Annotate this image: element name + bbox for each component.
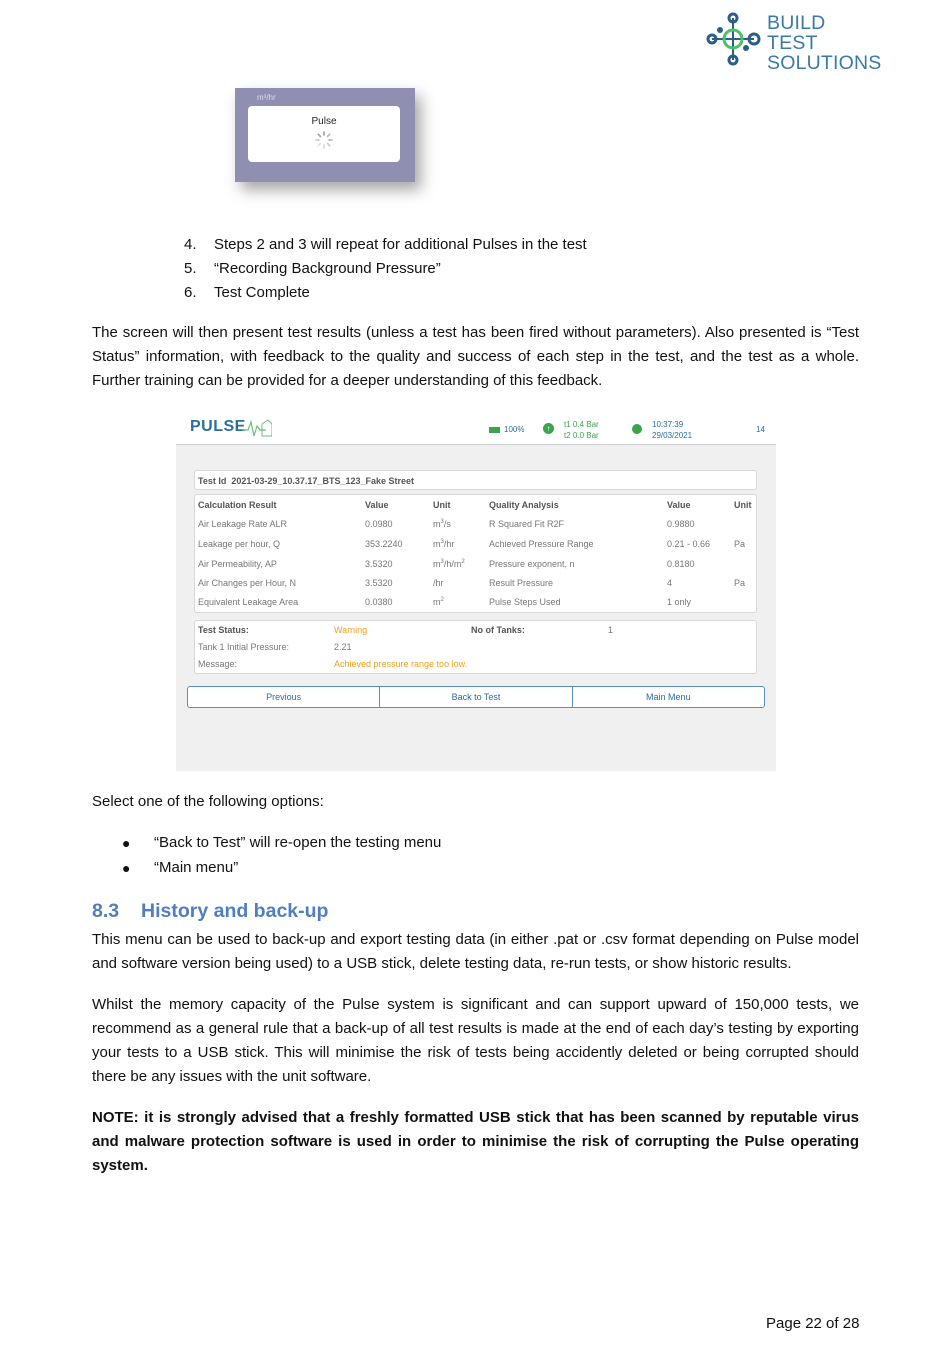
test-status-panel: [194, 620, 757, 674]
calc-value: 353.2240: [365, 539, 403, 549]
logo-line-test: TEST: [767, 32, 818, 54]
calc-name: Air Changes per Hour, N: [198, 578, 297, 588]
pulse-popup-screenshot: [235, 88, 415, 182]
main-menu-button[interactable]: Main Menu: [646, 692, 691, 702]
clock-icon: [632, 424, 642, 434]
qa-unit: Pa: [734, 539, 746, 549]
options-list: [122, 833, 441, 883]
app-header: [176, 411, 776, 445]
col-header-value: Value: [365, 500, 389, 510]
qa-value: 0.9880: [667, 519, 695, 529]
battery-icon: [489, 427, 500, 433]
pressure-value: 2.21: [334, 642, 352, 652]
calc-value: 3.5320: [365, 559, 393, 569]
back-to-test-button[interactable]: Back to Test: [380, 687, 572, 707]
message-label: Message:: [198, 659, 238, 669]
popup-dialog: [248, 106, 400, 162]
navigation-button-group: [187, 686, 765, 708]
qa-value: 4: [667, 578, 673, 588]
message-value: Achieved pressure range too low.: [334, 659, 468, 669]
history-paragraph: This menu can be used to back-up and export testing data (in either .pat or .csv format depending on Pulse model and software version being used) to a USB stick, delete testing data, re-run tests, or show historic results.: [92, 931, 859, 972]
qa-value: 0.8180: [667, 559, 695, 569]
popup-unit: m³/hr: [257, 93, 276, 102]
datetime: [652, 419, 692, 441]
list-number: 6.: [184, 284, 197, 301]
section-number: 8.3: [92, 900, 120, 922]
bullet-icon: ●: [122, 835, 131, 851]
list-item: [122, 858, 441, 883]
list-item: [184, 260, 587, 284]
company-logo: [704, 10, 884, 74]
calc-name: Equivalent Leakage Area: [198, 597, 299, 607]
results-paragraph: The screen will then present test results (unless a test has been fired without parameters). Also presented is “Test Status” information, with feedback to the quality and success of each step in the test, and the test as a whole. Further training can be provided for a deeper understanding of this feedback.: [92, 324, 859, 389]
col-header-unit2: Unit: [734, 500, 752, 510]
qa-value: 0.21 - 0.66: [667, 539, 711, 549]
section-title: History and back-up: [141, 900, 329, 922]
calc-value: 0.0380: [365, 597, 393, 607]
calc-unit: $m^2$: [433, 597, 444, 607]
test-id-bar: [194, 470, 757, 490]
test-id-label: Test Id: [198, 476, 227, 486]
bullet-icon: ●: [122, 860, 131, 876]
test-results-screenshot: [176, 411, 776, 771]
list-text: Steps 2 and 3 will repeat for additional Pulses in the test: [214, 236, 587, 253]
col-header-unit: Unit: [433, 500, 451, 510]
list-text: Test Complete: [214, 284, 310, 301]
qa-name: R Squared Fit R2F: [489, 519, 565, 529]
tank-pressures: [564, 419, 599, 441]
calc-unit: /hr: [433, 578, 444, 588]
calc-unit: $m^3/h/m^2$: [433, 559, 465, 569]
list-item: [184, 284, 587, 308]
list-number: 4.: [184, 236, 197, 253]
list-item: [184, 236, 587, 260]
calc-name: Leakage per hour, Q: [198, 539, 281, 549]
date: 29/03/2021: [652, 431, 693, 440]
qa-name: Achieved Pressure Range: [489, 539, 594, 549]
select-options-text: Select one of the following options:: [92, 793, 324, 810]
usb-note: NOTE: it is strongly advised that a freshly formatted USB stick that has been scanned by reputable virus and malware protection software is used in order to minimise the risk of corrupting the Pulse operating system.: [92, 1109, 859, 1174]
section-heading: [92, 900, 328, 923]
pulse-logo-text: PULSE: [190, 418, 246, 435]
header-number: 14: [756, 425, 765, 434]
tank1-pressure: t1 0.4 Bar: [564, 420, 599, 429]
page-number: Page 22 of 28: [766, 1315, 860, 1332]
tank2-pressure: t2 0.0 Bar: [564, 431, 599, 440]
upload-icon: ↑: [543, 423, 554, 434]
steps-list: [184, 236, 587, 308]
col-header-value2: Value: [667, 500, 691, 510]
calc-value: 0.0980: [365, 519, 393, 529]
battery-level: 100%: [504, 425, 525, 434]
pulse-wave-icon: [242, 418, 272, 438]
list-text: “Main menu”: [154, 859, 239, 876]
logo-line-solutions: SOLUTIONS: [767, 52, 882, 74]
logo-line-build: BUILD: [767, 12, 826, 34]
logo-mark-icon: [704, 12, 762, 70]
qa-value: 1 only: [667, 597, 692, 607]
calc-value: 3.5320: [365, 578, 393, 588]
results-table: [194, 494, 757, 613]
tanks-value: 1: [608, 625, 614, 635]
memory-paragraph: Whilst the memory capacity of the Pulse system is significant and can support upward of 150,000 tests, we recommend as a general rule that a back-up of all test results is made at the end of each day’s testing by exporting your tests to a USB stick. This will minimise the risk of tests being accidently deleted or being corrupted should there be any issues with the unit software.: [92, 996, 859, 1085]
status-value: Warning: [334, 625, 368, 635]
list-number: 5.: [184, 260, 197, 277]
calc-unit: $m^3/hr$: [433, 539, 455, 549]
list-text: “Back to Test” will re-open the testing menu: [154, 834, 442, 851]
qa-name: Result Pressure: [489, 578, 554, 588]
list-text: “Recording Background Pressure”: [214, 260, 441, 277]
calc-name: Air Leakage Rate ALR: [198, 519, 288, 529]
list-item: [122, 833, 441, 858]
time: 10:37:39: [652, 420, 684, 429]
pressure-label: Tank 1 Initial Pressure:: [198, 642, 290, 652]
col-header-calc: Calculation Result: [198, 500, 277, 510]
calc-name: Air Permeability, AP: [198, 559, 277, 569]
col-header-qa: Quality Analysis: [489, 500, 559, 510]
test-id-value: 2021-03-29_10.37.17_BTS_123_Fake Street: [231, 476, 414, 486]
loading-spinner-icon: [315, 131, 333, 149]
qa-name: Pressure exponent, n: [489, 559, 575, 569]
previous-button[interactable]: Previous: [188, 687, 380, 707]
calc-unit: $m^3/s$: [433, 519, 451, 529]
pulse-logo: [190, 418, 246, 436]
qa-unit: Pa: [734, 578, 746, 588]
popup-title: Pulse: [311, 116, 337, 127]
tanks-label: No of Tanks:: [471, 625, 525, 635]
status-label: Test Status:: [198, 625, 249, 635]
qa-name: Pulse Steps Used: [489, 597, 561, 607]
battery-status: [489, 425, 524, 434]
